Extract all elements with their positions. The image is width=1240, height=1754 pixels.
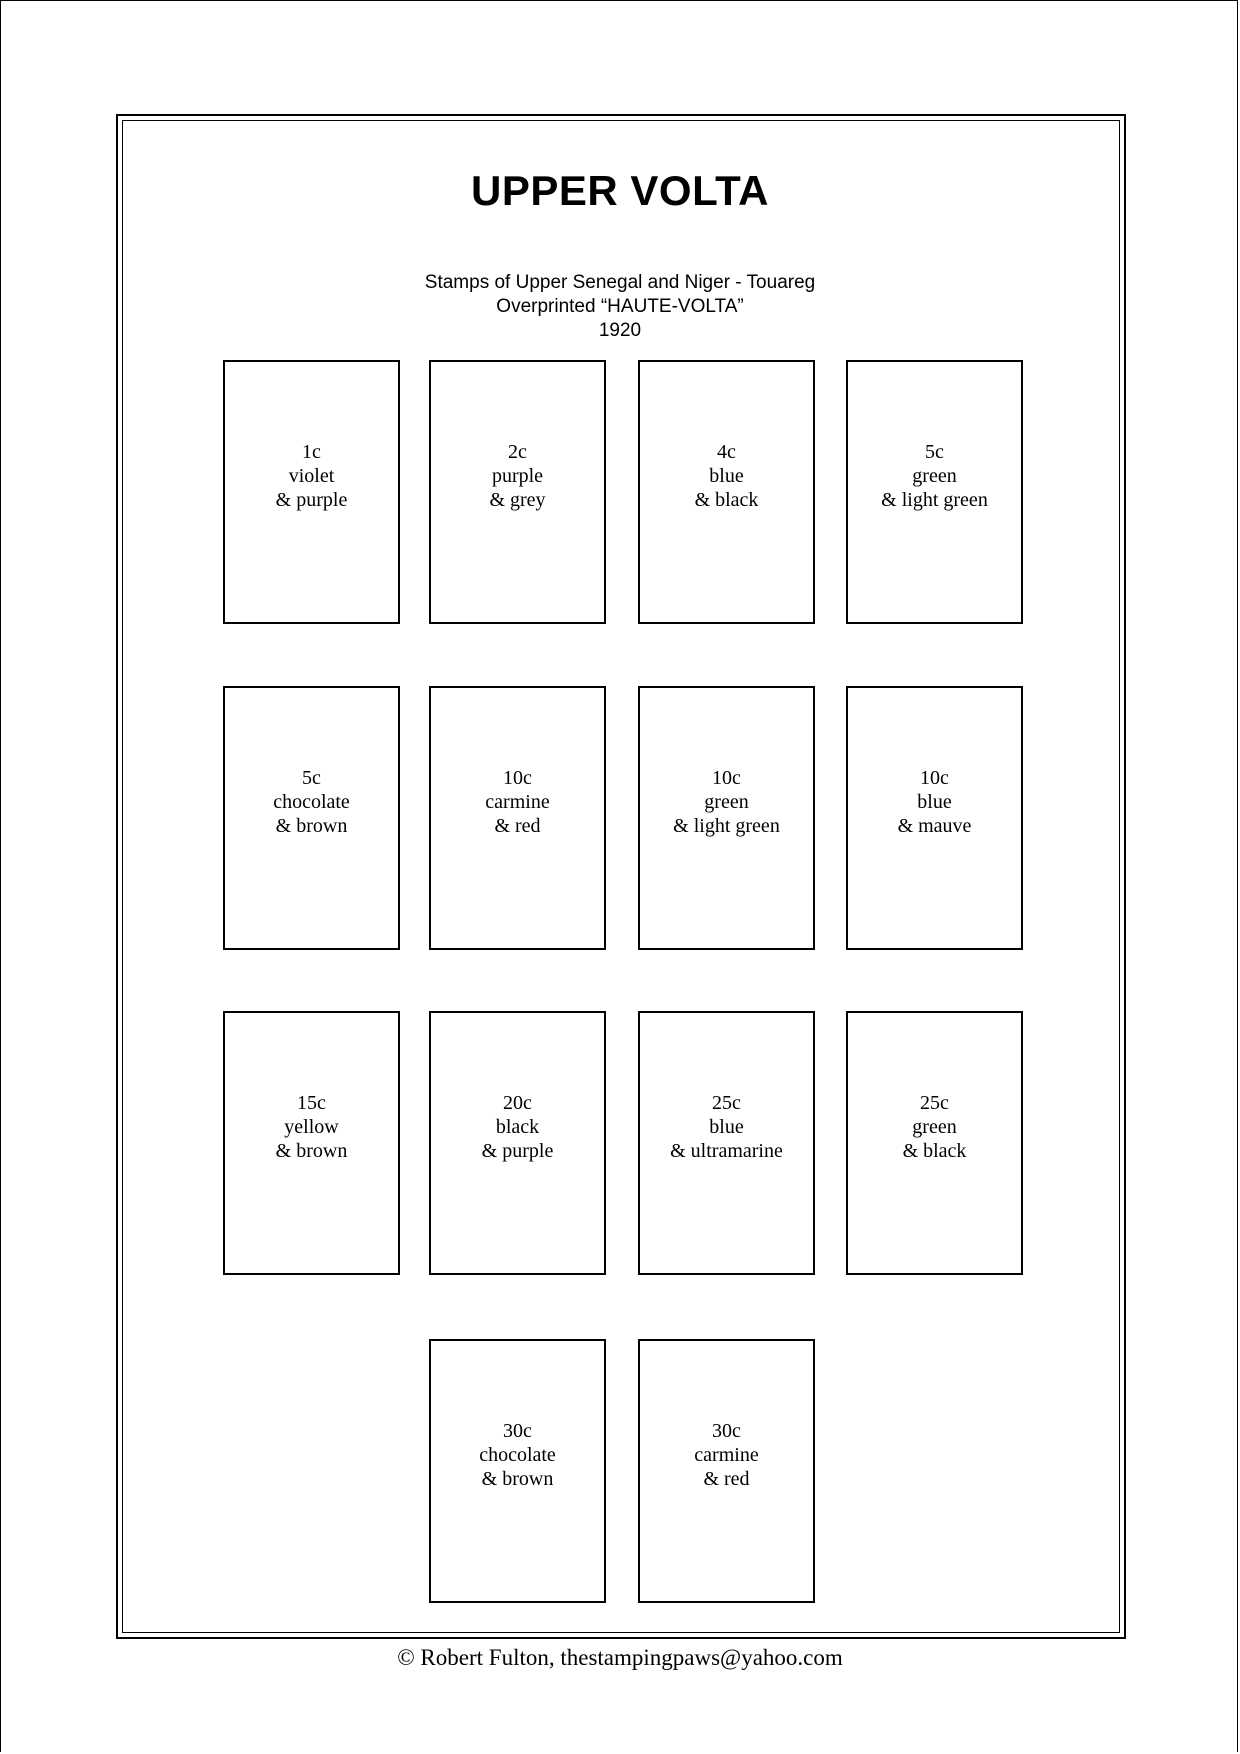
stamp-color-secondary: & brown xyxy=(275,1140,348,1162)
stamp-color-primary: chocolate xyxy=(479,1444,556,1466)
stamp-value: 4c xyxy=(717,441,736,463)
stamp-color-secondary: & brown xyxy=(275,815,348,837)
stamp-value: 30c xyxy=(712,1420,741,1442)
stamp-space xyxy=(429,360,606,624)
stamp-value: 10c xyxy=(503,767,532,789)
stamp-value: 2c xyxy=(508,441,527,463)
stamp-color-primary: blue xyxy=(917,791,952,813)
stamp-color-secondary: & red xyxy=(494,815,541,837)
page-subtitle xyxy=(0,271,1240,343)
stamp-color-secondary: & light green xyxy=(673,815,780,837)
stamp-color-primary: yellow xyxy=(284,1116,339,1138)
stamp-value: 20c xyxy=(503,1092,532,1114)
stamp-space xyxy=(846,360,1023,624)
stamp-space xyxy=(223,360,400,624)
stamp-value: 25c xyxy=(712,1092,741,1114)
stamp-space xyxy=(429,1011,606,1275)
stamp-space xyxy=(223,686,400,950)
stamp-space xyxy=(429,1339,606,1603)
stamp-color-primary: black xyxy=(495,1116,540,1138)
stamp-color-primary: green xyxy=(704,791,749,813)
stamp-color-secondary: & grey xyxy=(489,489,546,511)
stamp-color-primary: purple xyxy=(491,465,544,487)
stamp-value: 5c xyxy=(302,767,321,789)
stamp-color-secondary: & purple xyxy=(481,1140,554,1162)
stamp-color-secondary: & light green xyxy=(881,489,988,511)
stamp-color-primary: carmine xyxy=(485,791,550,813)
stamp-space xyxy=(846,686,1023,950)
stamp-color-primary: green xyxy=(912,1116,957,1138)
stamp-space xyxy=(429,686,606,950)
stamp-space xyxy=(223,1011,400,1275)
stamp-value: 25c xyxy=(920,1092,949,1114)
stamp-color-secondary: & black xyxy=(694,489,759,511)
stamp-value: 15c xyxy=(297,1092,326,1114)
stamp-color-secondary: & brown xyxy=(481,1468,554,1490)
stamp-color-secondary: & red xyxy=(703,1468,750,1490)
stamp-space xyxy=(638,1011,815,1275)
stamp-space xyxy=(638,1339,815,1603)
stamp-value: 1c xyxy=(302,441,321,463)
stamp-color-primary: blue xyxy=(709,465,744,487)
subtitle-line-year: 1920 xyxy=(598,320,642,341)
stamp-color-secondary: & mauve xyxy=(897,815,972,837)
stamp-color-primary: violet xyxy=(288,465,335,487)
stamp-space xyxy=(638,360,815,624)
subtitle-line-series: Stamps of Upper Senegal and Niger - Touareg xyxy=(424,272,816,293)
stamp-color-primary: chocolate xyxy=(273,791,350,813)
page-title: UPPER VOLTA xyxy=(471,167,769,214)
stamp-space xyxy=(846,1011,1023,1275)
stamp-color-primary: blue xyxy=(709,1116,744,1138)
stamp-value: 5c xyxy=(925,441,944,463)
stamp-value: 30c xyxy=(503,1420,532,1442)
stamp-color-secondary: & purple xyxy=(275,489,348,511)
stamp-color-secondary: & black xyxy=(902,1140,967,1162)
stamp-color-primary: green xyxy=(912,465,957,487)
stamp-value: 10c xyxy=(920,767,949,789)
stamp-color-primary: carmine xyxy=(694,1444,759,1466)
copyright-footer: © Robert Fulton, thestampingpaws@yahoo.com xyxy=(397,1645,843,1670)
subtitle-line-overprint: Overprinted “HAUTE-VOLTA” xyxy=(496,296,744,317)
stamp-color-secondary: & ultramarine xyxy=(670,1140,783,1162)
stamp-value: 10c xyxy=(712,767,741,789)
stamp-space xyxy=(638,686,815,950)
